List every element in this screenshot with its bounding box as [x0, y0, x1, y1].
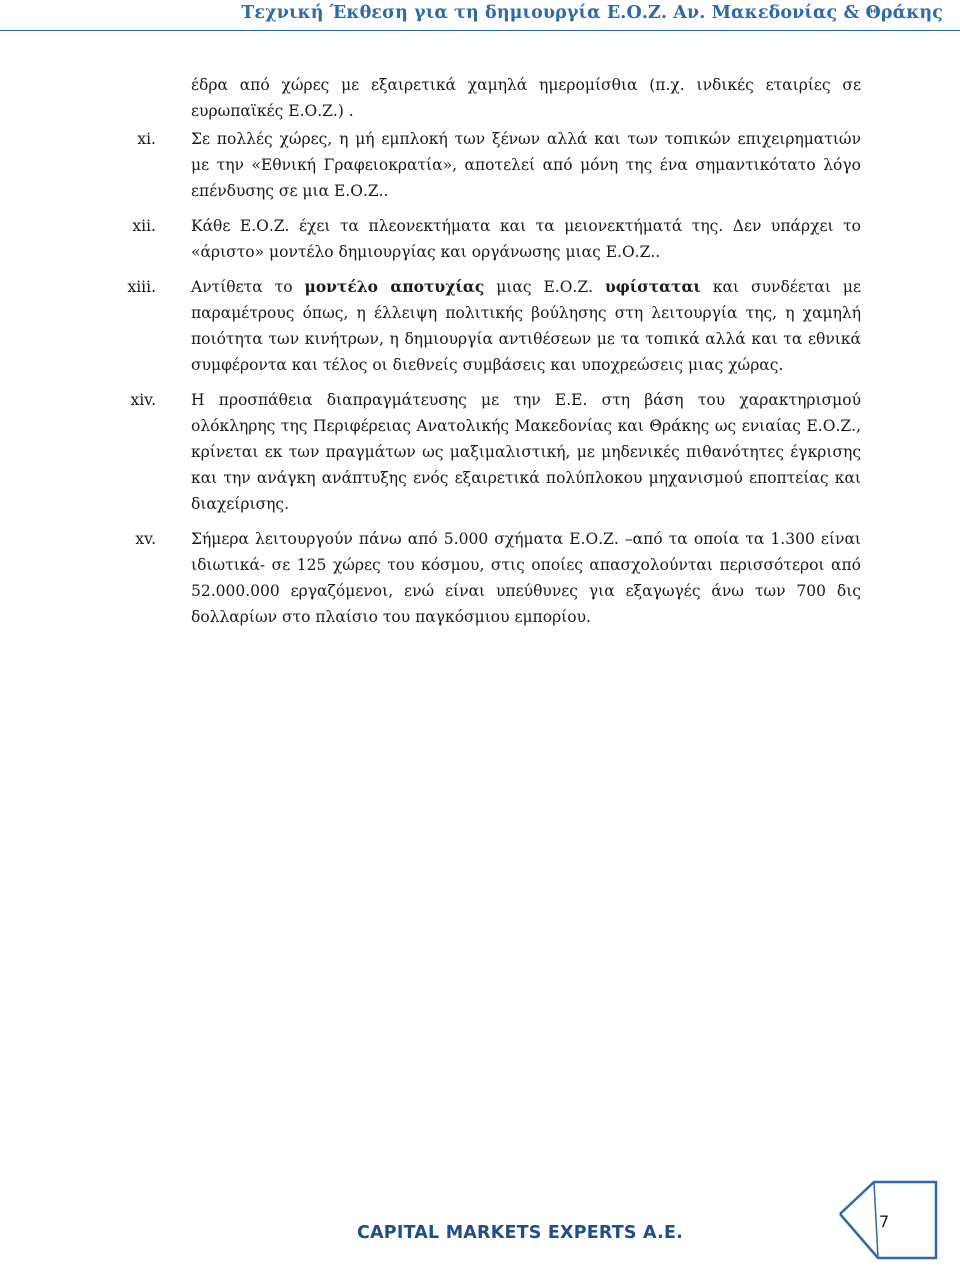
item-text-part: και συνδέεται με παραμέτρους όπως, η έλλειψη πολιτικής βούλησης στη λειτουργία της, η χαμηλή ποιότητα των κινήτρων, η δημιουργία αντιθέσεων με τα τοπικά αλλά και τα εθνικά συμφέροντα και τέλος οι διεθνείς συμβάσεις και υποχρεώσεις μιας χώρας.: [191, 278, 862, 374]
item-text-part: μιας Ε.Ο.Ζ.: [484, 278, 605, 296]
item-emphasis: μοντέλο αποτυχίας: [304, 277, 485, 296]
item-text: [191, 274, 861, 378]
item-number: xii.: [132, 217, 156, 235]
list-item-xii: [0, 213, 960, 265]
footer-company: CAPITAL MARKETS EXPERTS A.E.: [357, 1223, 683, 1243]
list-item-xv: [0, 526, 960, 630]
item-text: Η προσπάθεια διαπραγμάτευσης με την Ε.Ε. στη βάση του χαρακτηρισμού ολόκληρης της Περιφέρειας Ανατολικής Μακεδονίας και Θράκης ως ενιαίας Ε.Ο.Ζ., κρίνεται εκ των πραγμάτων ως μαξιμαλιστική, με μηδενικές πιθανότητες έγκρισης και την ανάγκη ανάπτυξης ενός εξαιρετικά πολύπλοκου μηχανισμού εποπτείας και διαχείρισης.: [191, 391, 861, 513]
item-number: xiii.: [127, 278, 156, 296]
item-number: xiv.: [130, 391, 156, 409]
list-item-xiii: [0, 274, 960, 378]
list-item-continuation: [0, 72, 960, 124]
header-rule: [0, 30, 960, 31]
running-header: Τεχνική Έκθεση για τη δημιουργία Ε.Ο.Ζ. Αν. Μακεδονίας & Θράκης: [241, 3, 943, 23]
item-text-part: Αντίθετα το: [191, 278, 305, 296]
item-text: Σε πολλές χώρες, η μή εμπλοκή των ξένων αλλά και των τοπικών επιχειρηματιών με την «Εθνική Γραφειοκρατία», αποτελεί από μόνη της ένα σημαντικότατο λόγο επένδυσης σε μια Ε.Ο.Ζ..: [191, 130, 861, 200]
item-text: έδρα από χώρες με εξαιρετικά χαμηλά ημερομίσθια (π.χ. ινδικές εταιρίες σε ευρωπαϊκές Ε.Ο.Ζ.) .: [191, 76, 861, 120]
page-number: 7: [879, 1212, 890, 1231]
list-item-xiv: [0, 387, 960, 517]
item-text: Κάθε Ε.Ο.Ζ. έχει τα πλεονεκτήματα και τα μειονεκτήματά της. Δεν υπάρχει το «άριστο» μοντέλο δημιουργίας και οργάνωσης μιας Ε.Ο.Ζ..: [191, 217, 861, 261]
item-emphasis: υφίσταται: [604, 277, 701, 296]
document-body: [0, 72, 960, 630]
list-item-xi: [0, 126, 960, 204]
item-text: Σήμερα λειτουργούν πάνω από 5.000 σχήματα Ε.Ο.Ζ. –από τα οποία τα 1.300 είναι ιδιωτικά- σε 125 χώρες του κόσμου, στις οποίες απασχολούνται περισσότεροι από 52.000.000 εργαζόμενοι, ενώ είναι υπεύθυνες για εξαγωγές άνω των 700 δις δολλαρίων στο πλαίσιο του παγκόσμιου εμπορίου.: [191, 530, 861, 626]
item-number: xv.: [135, 530, 156, 548]
item-number: xi.: [137, 130, 156, 148]
